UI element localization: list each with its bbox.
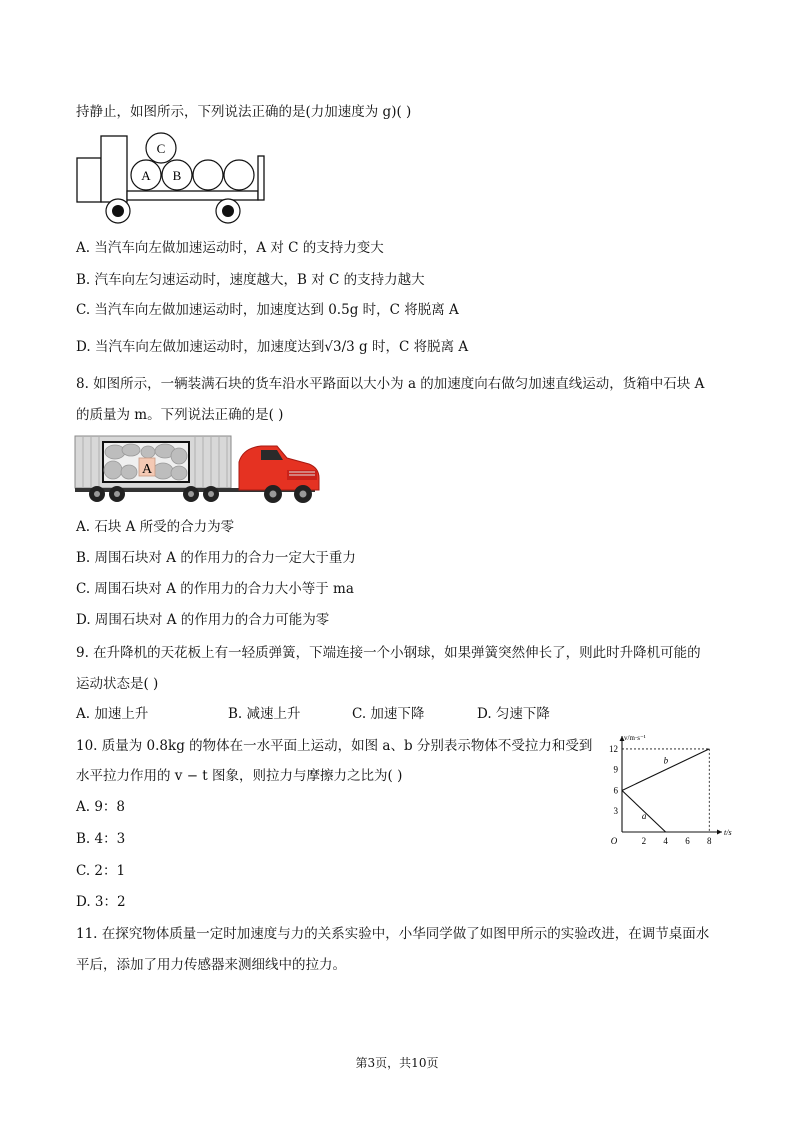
q7-stem: 持静止，如图所示，下列说法正确的是(力加速度为 g)( ): [76, 104, 412, 120]
q11-stem-line2: 平后，添加了用力传感器来测细线中的拉力。: [76, 957, 346, 973]
q10-option-c: C. 2：1: [76, 863, 126, 879]
x-tick-label: 6: [685, 836, 690, 846]
q7-option-c: C. 当汽车向左做加速运动时，加速度达到 0.5g 时，C 将脱离 A: [76, 302, 459, 318]
q8-option-c: C. 周围石块对 A 的作用力的合力大小等于 ma: [76, 581, 354, 597]
q8-option-a: A. 石块 A 所受的合力为零: [76, 519, 235, 535]
y-tick-label: 6: [613, 785, 618, 796]
x-axis-label: t/s: [724, 828, 732, 837]
page-footer: 第3页，共10页: [355, 1056, 439, 1070]
q7-truck-figure: [75, 128, 275, 226]
x-tick-label: 8: [707, 836, 712, 846]
series-label-b: b: [663, 755, 669, 766]
label-b: B: [172, 168, 182, 183]
rock-a-label: A: [141, 462, 153, 477]
q8-option-b: B. 周围石块对 A 的作用力的合力一定大于重力: [76, 550, 356, 566]
label-a: A: [141, 168, 151, 183]
y-tick-label: 9: [613, 764, 618, 775]
q7-option-b: B. 汽车向左匀速运动时，速度越大，B 对 C 的支持力越大: [76, 272, 425, 288]
q9-stem-line1: 9. 在升降机的天花板上有一轻质弹簧，下端连接一个小钢球，如果弹簧突然伸长了，则此时升降机可能的: [76, 645, 701, 661]
q9-options: [76, 704, 550, 724]
q9-option-c: C. 加速下降: [352, 706, 425, 722]
q9-option-b: B. 减速上升: [228, 706, 301, 722]
q9-option-d: D. 匀速下降: [477, 706, 550, 722]
y-axis-label: v/m·s⁻¹: [624, 734, 646, 742]
q10-option-a: A. 9：8: [76, 799, 126, 815]
q10-option-d: D. 3：2: [76, 894, 126, 910]
q10-stem-line1: 10. 质量为 0.8kg 的物体在一水平面上运动，如图 a、b 分别表示物体不受拉力和受到: [76, 738, 593, 754]
q7-option-d: D. 当汽车向左做加速运动时，加速度达到√3/3 g 时，C 将脱离 A: [76, 339, 469, 355]
q9-stem-line2: 运动状态是( ): [76, 676, 159, 692]
q8-option-d: D. 周围石块对 A 的作用力的合力可能为零: [76, 612, 330, 628]
q8-stem-line2: 的质量为 m。下列说法正确的是( ): [76, 407, 284, 423]
q8-stem-line1: 8. 如图所示，一辆装满石块的货车沿水平路面以大小为 a 的加速度向右做匀加速直线运动，货箱中石块 A: [76, 376, 705, 392]
vt-chart: [604, 734, 732, 852]
x-axis-arrow: [717, 830, 722, 835]
y-tick-label: 3: [613, 806, 618, 817]
x-tick-label: 4: [663, 836, 668, 846]
label-c: C: [156, 141, 166, 156]
series-label-a: a: [641, 811, 647, 822]
q8-truck-figure: [73, 432, 325, 508]
y-tick-label: 12: [609, 743, 618, 754]
x-tick-label: 2: [641, 836, 647, 846]
q9-option-a: A. 加速上升: [76, 706, 149, 722]
q10-option-b: B. 4：3: [76, 831, 126, 847]
q11-stem-line1: 11. 在探究物体质量一定时加速度与力的关系实验中，小华同学做了如图甲所示的实验改进，在调节桌面水: [76, 926, 710, 942]
x-tick-label: O: [610, 836, 618, 846]
q7-option-a: A. 当汽车向左做加速运动时，A 对 C 的支持力变大: [76, 240, 384, 256]
q10-stem-line2: 水平拉力作用的 v − t 图象，则拉力与摩擦力之比为( ): [76, 768, 403, 784]
